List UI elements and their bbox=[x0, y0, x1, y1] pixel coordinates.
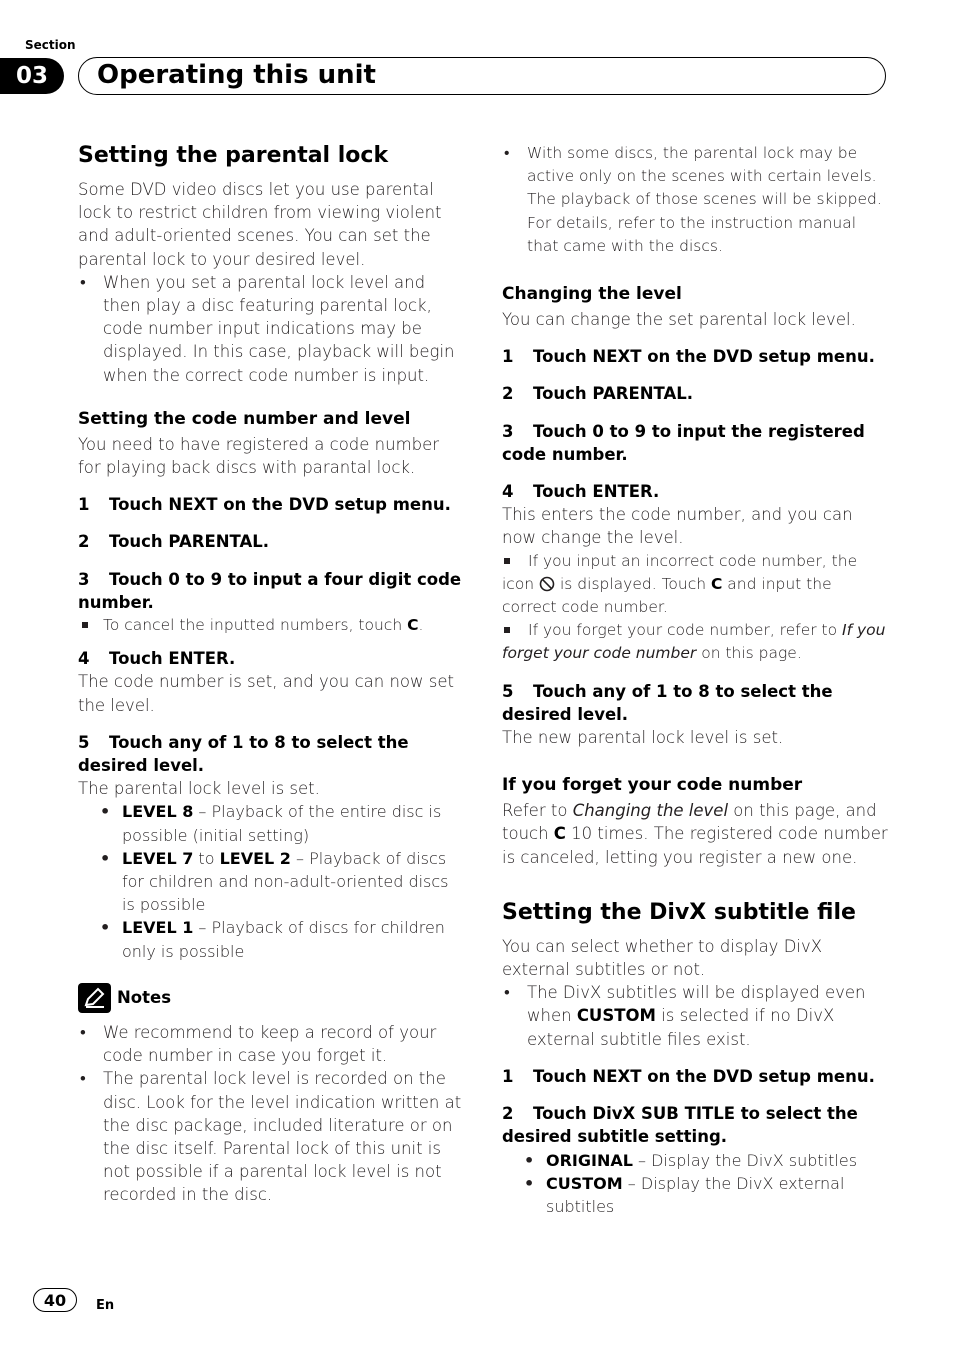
heading-changing-level: Changing the level bbox=[502, 284, 682, 305]
heading-divx-subtitle: Setting the DivX subtitle file bbox=[502, 899, 856, 925]
list-item: • LEVEL 1 – Playback of discs for children only is possible bbox=[100, 916, 466, 962]
parental-intro: Some DVD video discs let you use parental lock to restrict children from viewing violent and adult-oriented scenes. You can set the parental lock to your desired level. bbox=[78, 180, 442, 269]
step-2: 2 Touch PARENTAL. bbox=[78, 532, 270, 552]
divx-step-2: 2 Touch DivX SUB TITLE to select the desired subtitle setting. bbox=[502, 1104, 858, 1147]
step-3: 3 Touch 0 to 9 to input a four digit code number. bbox=[78, 569, 462, 612]
list-item: • We recommend to keep a record of your code number in case you forget it. bbox=[78, 1021, 466, 1067]
step-2: 2 Touch PARENTAL. bbox=[502, 384, 694, 404]
step-4: 4 Touch ENTER. bbox=[502, 482, 660, 502]
list-item: • CUSTOM – Display the DivX external subtitles bbox=[524, 1172, 890, 1218]
step-1: 1 Touch NEXT on the DVD setup menu. bbox=[502, 347, 875, 367]
step-4-desc: The code number is set, and you can now set the level. bbox=[78, 672, 454, 715]
prohibited-icon bbox=[539, 576, 555, 592]
list-item: • The DivX subtitles will be displayed even when CUSTOM is selected if no DivX external subtitle files exist. bbox=[502, 981, 890, 1051]
list-item: • The parental lock level is recorded on the disc. Look for the level indication written at the disc package, included literature or on the disc itself. Parental lock of this unit is not possible if a parental lock level is not recorded in the disc. bbox=[78, 1067, 466, 1206]
forget-code-note: If you forget your code number, refer to If you forget your code number on this page. bbox=[502, 619, 890, 665]
step-3: 3 Touch 0 to 9 to input the registered code number. bbox=[502, 421, 865, 464]
step-5: 5 Touch any of 1 to 8 to select the desired level. bbox=[502, 681, 833, 724]
subtitle-options bbox=[502, 1149, 890, 1219]
heading-code-number: Setting the code number and level bbox=[78, 408, 411, 429]
step-4: 4 Touch ENTER. bbox=[78, 649, 236, 669]
step-1: 1 Touch NEXT on the DVD setup menu. bbox=[78, 495, 451, 515]
step-5: 5 Touch any of 1 to 8 to select the desired level. bbox=[78, 732, 409, 776]
list-item: • ORIGINAL – Display the DivX subtitles bbox=[524, 1149, 890, 1172]
notes-list bbox=[78, 1021, 466, 1207]
change-intro: You can change the set parental lock level. bbox=[502, 310, 856, 330]
scene-bullets bbox=[502, 142, 890, 258]
divx-bullets bbox=[502, 981, 890, 1051]
section-number-tab: 03 bbox=[0, 58, 64, 94]
list-item: • LEVEL 8 – Playback of the entire disc is possible (initial setting) bbox=[100, 800, 466, 846]
step-5-desc: The parental lock level is set. bbox=[78, 779, 320, 799]
page-number: 40 bbox=[33, 1288, 77, 1312]
right-column bbox=[502, 142, 890, 1218]
parental-bullets bbox=[78, 271, 466, 387]
level-list bbox=[78, 800, 466, 962]
incorrect-code-note: If you input an incorrect code number, the icon is displayed. Touch C and input the correct code number. bbox=[502, 550, 890, 620]
list-item: • LEVEL 7 to LEVEL 2 – Playback of discs for children and non-adult-oriented discs is possible bbox=[100, 847, 466, 917]
notes-pencil-icon bbox=[78, 983, 111, 1013]
forget-desc: Refer to Changing the level on this page, and touch C 10 times. The registered code number is canceled, letting you register a new one. bbox=[502, 801, 888, 867]
step-4-desc: This enters the code number, and you can now change the level. bbox=[502, 505, 853, 548]
divx-intro: You can select whether to display DivX external subtitles or not. bbox=[502, 936, 823, 980]
section-title: Operating this unit bbox=[97, 60, 376, 90]
language-code: En bbox=[96, 1298, 115, 1313]
heading-forget-code: If you forget your code number bbox=[502, 775, 803, 796]
code-intro: You need to have registered a code number for playing back discs with parantal lock. bbox=[78, 434, 440, 478]
heading-parental-lock: Setting the parental lock bbox=[78, 143, 389, 168]
left-column bbox=[78, 140, 466, 1207]
list-item: • With some discs, the parental lock may be active only on the scenes with certain levels. The playback of those scenes will be skipped. For details, refer to the instruction manual that came with the discs. bbox=[502, 142, 890, 258]
notes-heading: Notes bbox=[78, 983, 466, 1013]
section-label: Section bbox=[25, 38, 76, 52]
section-title-bar bbox=[78, 57, 886, 95]
divx-step-1: 1 Touch NEXT on the DVD setup menu. bbox=[502, 1066, 875, 1086]
step-3-note: To cancel the inputted numbers, touch C. bbox=[78, 614, 466, 637]
step-5-desc: The new parental lock level is set. bbox=[502, 728, 784, 748]
list-item: • When you set a parental lock level and then play a disc featuring parental lock, code number input indications may be displayed. In this case, playback will begin when the correct code number is input. bbox=[78, 271, 466, 387]
